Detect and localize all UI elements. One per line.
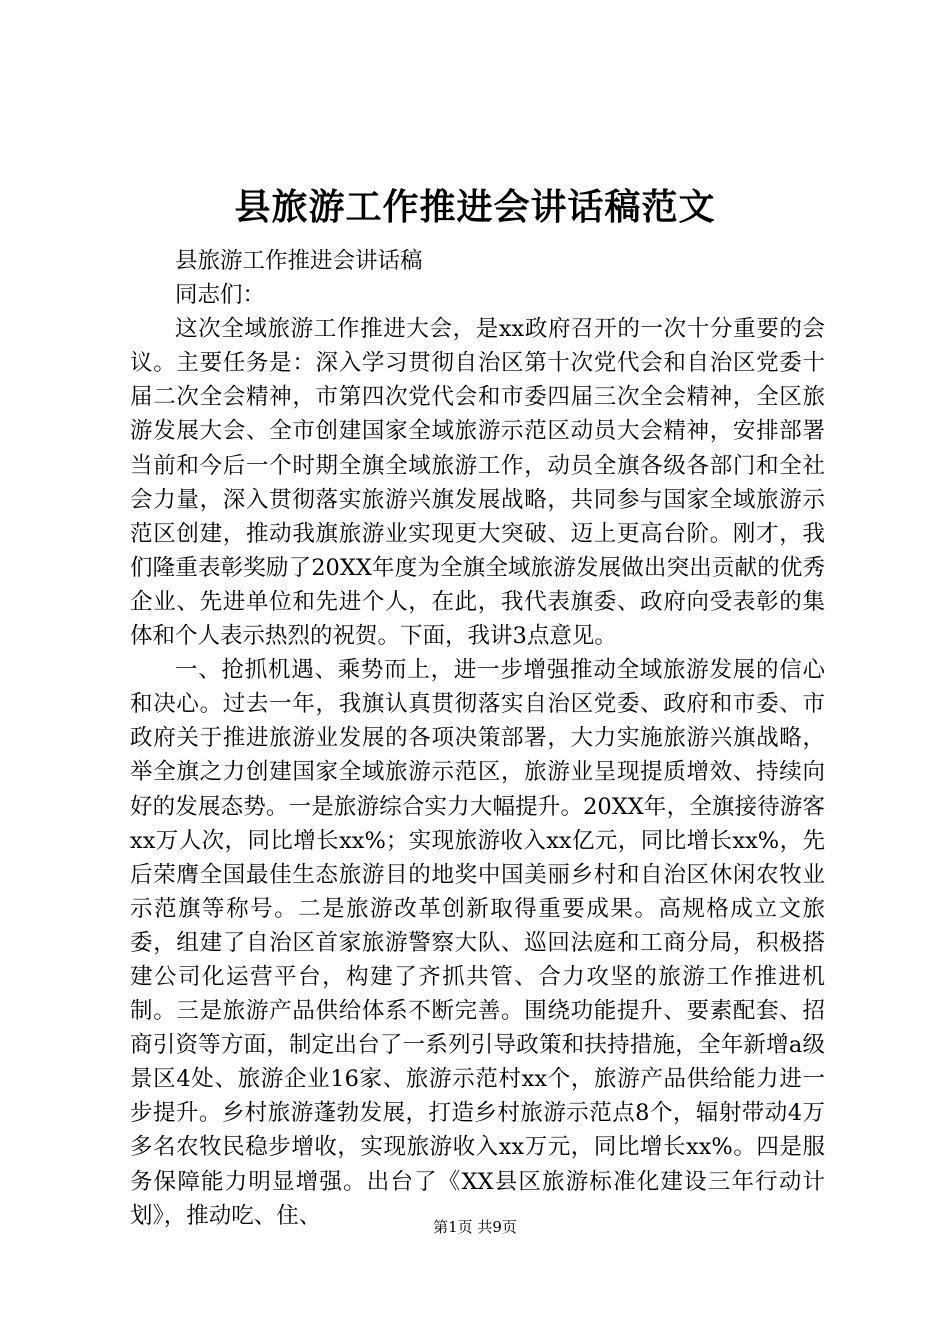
document-body [130, 244, 825, 1233]
page-footer: 第1页 共9页 [433, 1218, 517, 1236]
speech-subtitle: 县旅游工作推进会讲话稿 [175, 248, 423, 274]
salutation: 同志们： [175, 282, 266, 309]
document-title: 县旅游工作推进会讲话稿范文 [234, 186, 716, 228]
body-paragraph-intro: 这次全域旅游工作推进大会，是xx政府召开的一次十分重要的会议。主要任务是：深入学习贯彻自治区第十次党代会和自治区党委十届二次全会精神，市第四次党代会和市委四届三次全会精神，全区旅游发展大会、全市创建国家全域旅游示范区动员大会精神，安排部署当前和今后一个时期全旗全域旅游工作，动员全旗各级各部门和全社会力量，深入贯彻落实旅游兴旗发展战略，共同参与国家全域旅游示范区创建，推动我旗旅游业实现更大突破、迈上更高台阶。刚才，我们隆重表彰奖励了20XX年度为全旗全域旅游发展做出突出贡献的优秀企业、先进单位和先进个人，在此，我代表旗委、政府向受表彰的集体和个人表示热烈的祝贺。下面，我讲3点意见。 [130, 316, 825, 650]
body-paragraph-section-one: 一、抢抓机遇、乘势而上，进一步增强推动全域旅游发展的信心和决心。过去一年，我旗认真贯彻落实自治区党委、政府和市委、市政府关于推进旅游业发展的各项决策部署，大力实施旅游兴旗战略，举全旗之力创建国家全域旅游示范区，旅游业呈现提质增效、持续向好的发展态势。一是旅游综合实力大幅提升。20XX年，全旗接待游客xx万人次，同比增长xx%；实现旅游收入xx亿元，同比增长xx%，先后荣膺全国最佳生态旅游目的地奖中国美丽乡村和自治区休闲农牧业示范旗等称号。二是旅游改革创新取得重要成果。高规格成立文旅委，组建了自治区首家旅游警察大队、巡回法庭和工商分局，积极搭建公司化运营平台，构建了齐抓共管、合力攻坚的旅游工作推进机制。三是旅游产品供给体系不断完善。围绕功能提升、要素配套、招商引资等方面，制定出台了一系列引导政策和扶持措施，全年新增a级景区4处、旅游企业16家、旅游示范村xx个，旅游产品供给能力进一步提升。乡村旅游蓬勃发展，打造乡村旅游示范点8个，辐射带动4万多名农牧民稳步增收，实现旅游收入xx万元，同比增长xx%。四是服务保障能力明显增强。出台了《XX县区旅游标准化建设三年行动计划》，推动吃、住、 [130, 657, 825, 1229]
